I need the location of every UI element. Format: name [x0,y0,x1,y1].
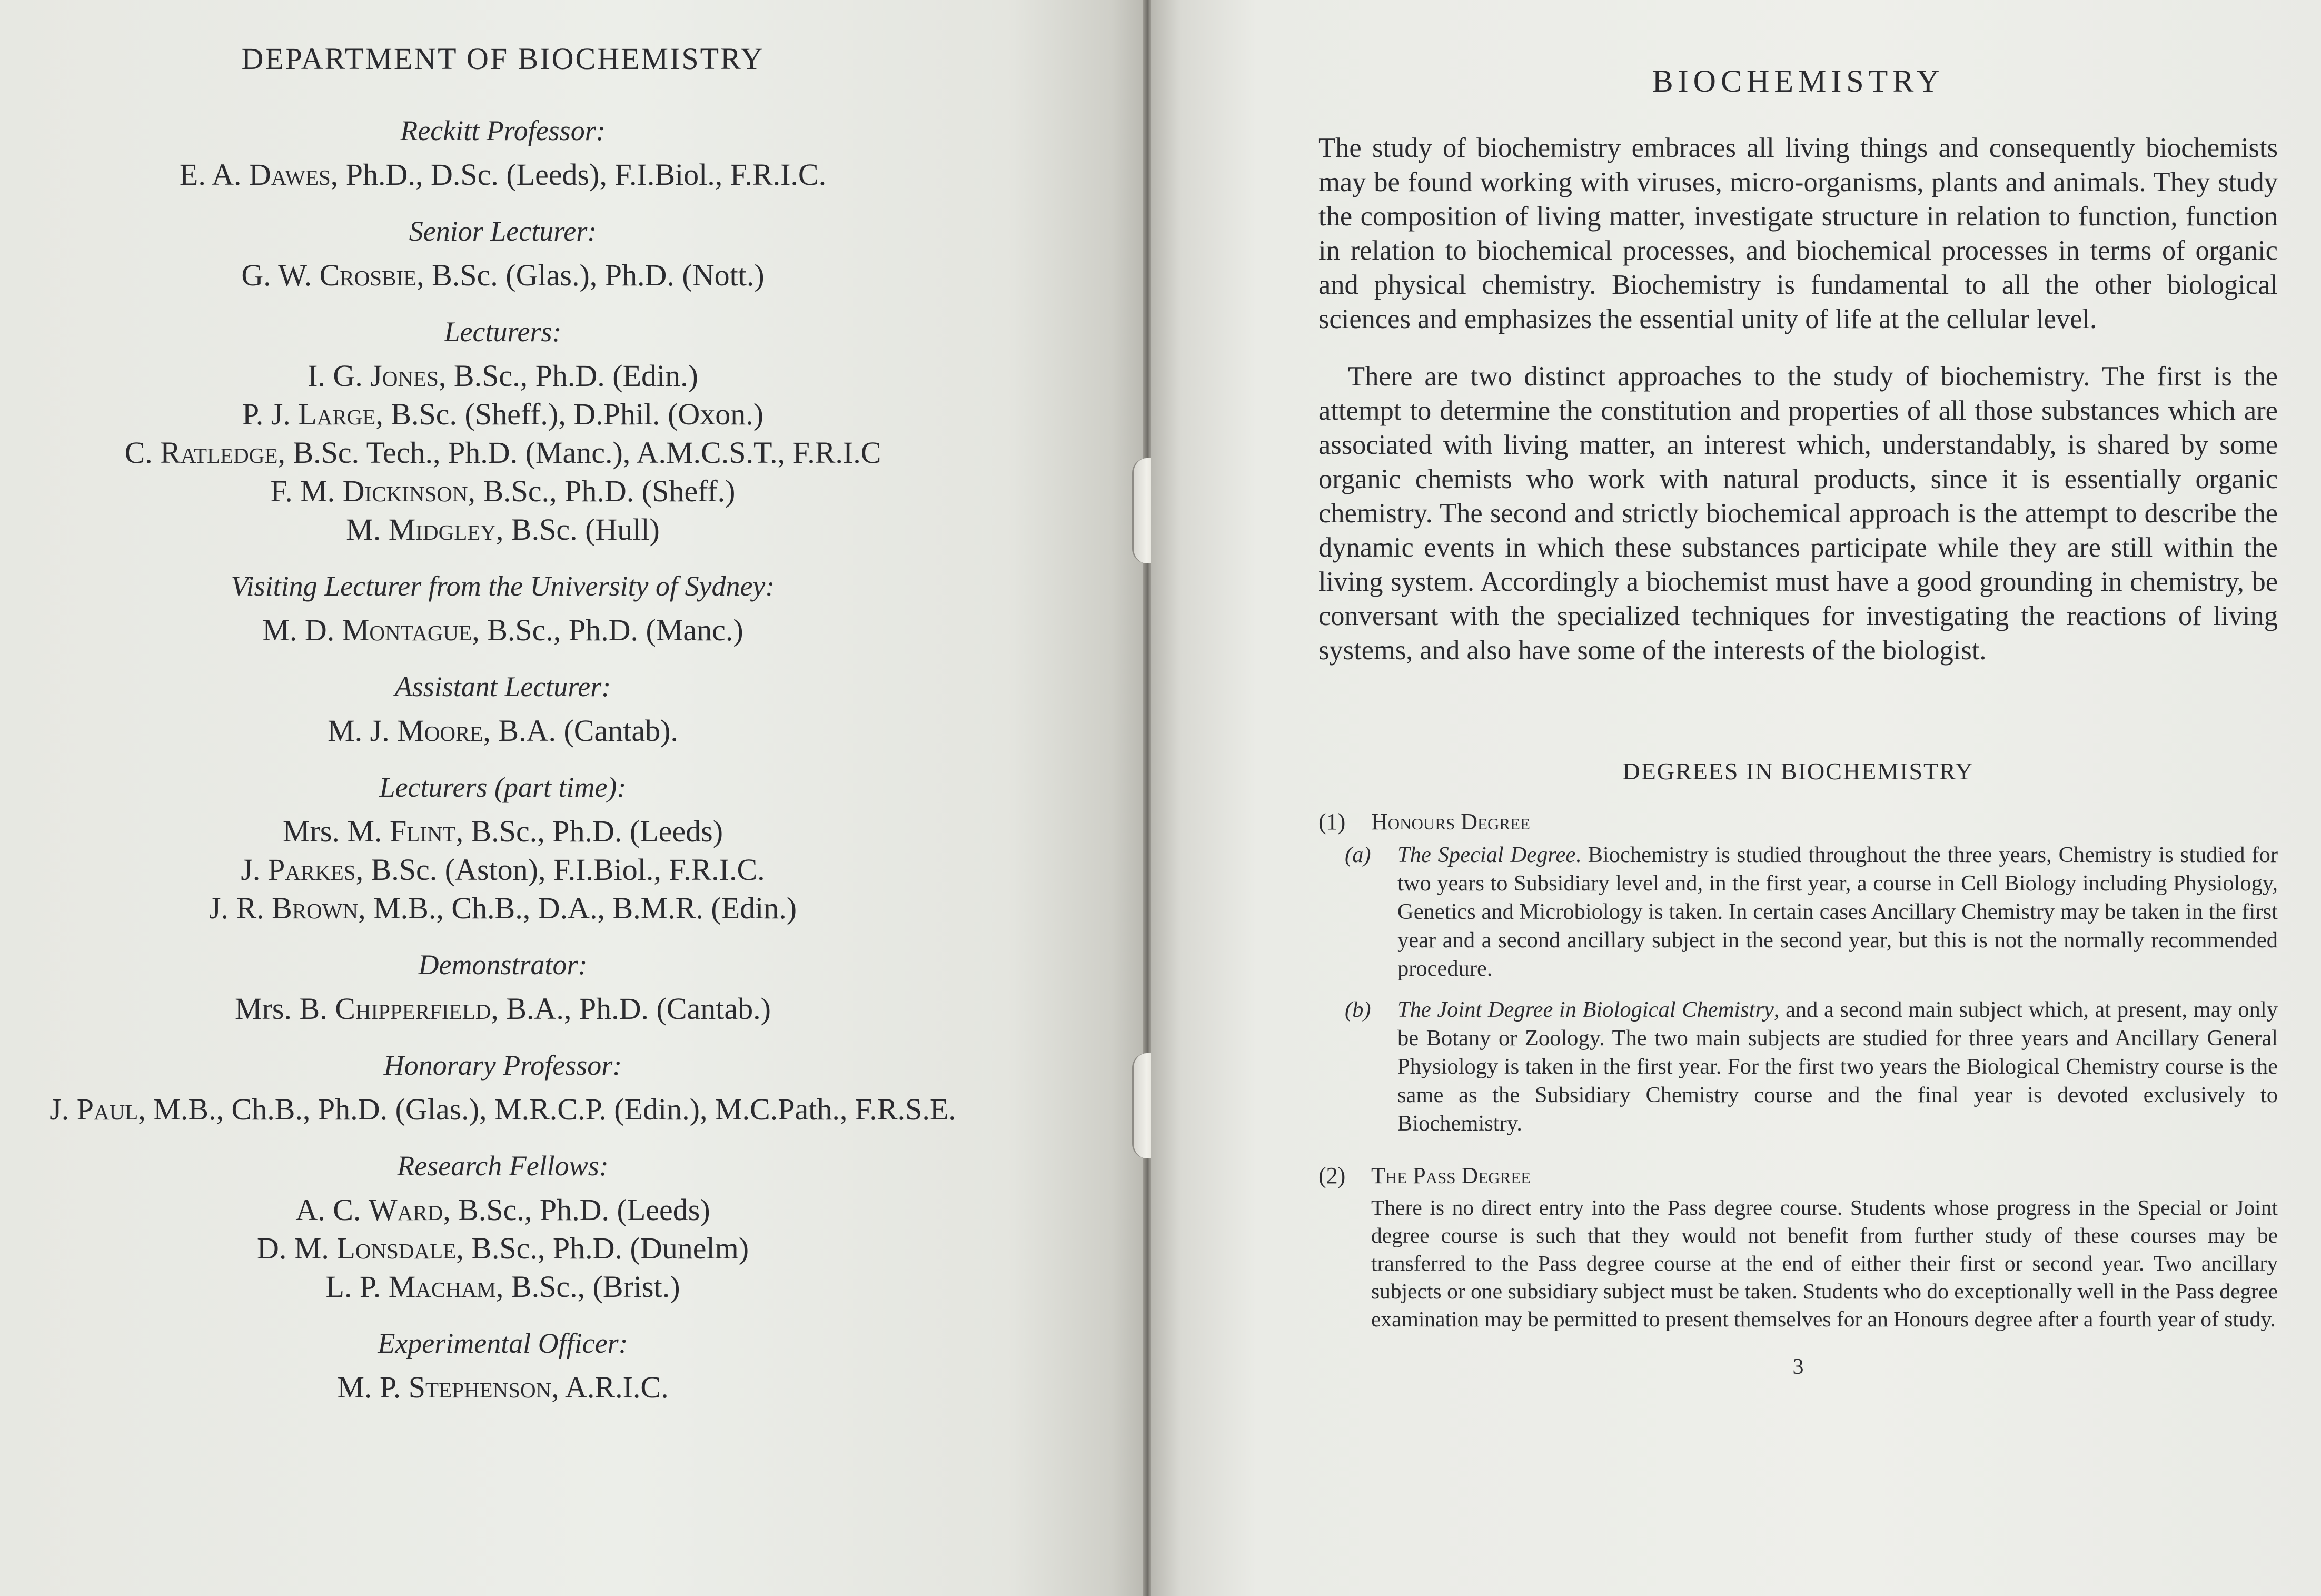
staff-initials: C. [124,435,161,470]
staff-initials: P. J. [242,397,299,431]
staff-surname: Dickinson [342,474,468,508]
pass-title: The Pass Degree [1371,1163,1531,1188]
staff-qualifications: , B.Sc. (Glas.), Ph.D. (Nott.) [416,258,765,292]
staff-qualifications: , B.A. (Cantab). [483,713,678,748]
staff-initials: M. [346,512,389,547]
staff-qualifications: , A.R.I.C. [551,1370,669,1404]
staff-initials: D. M. [256,1231,337,1265]
staff-qualifications: , B.Sc., Ph.D. (Leeds) [455,814,723,848]
staff-group [32,569,974,649]
staff-role: Senior Lecturer: [409,215,597,247]
staff-member [32,611,974,649]
department-title: DEPARTMENT OF BIOCHEMISTRY [241,42,765,76]
staff-initials: J. R. [209,891,272,925]
staff-initials: M. D. [262,613,342,647]
staff-role: Experimental Officer: [378,1327,628,1359]
staff-member [32,711,974,750]
staff-role: Honorary Professor: [383,1049,622,1081]
staff-member [32,256,974,294]
staff-group [32,770,974,927]
staff-group [32,669,974,750]
special-degree-item [1345,841,2278,983]
staff-role: Reckitt Professor: [400,115,606,146]
staff-surname: Montague [342,613,472,647]
staff-member [32,433,974,472]
left-page [0,0,1146,1596]
staff-surname: Ward [368,1193,443,1227]
staff-surname: Lonsdale [336,1231,457,1265]
staff-initials: J. [241,852,268,887]
staff-surname: Parkes [267,852,356,887]
staff-surname: Chipperfield [335,992,491,1026]
staff-initials: Mrs. B. [235,992,335,1026]
staff-initials: J. [49,1092,77,1126]
staff-group [32,1048,974,1128]
staff-member [32,889,974,927]
item-letter-a: (a) [1345,842,1371,867]
staff-initials: I. G. [308,359,371,393]
staff-member [32,155,974,194]
right-page-content [1318,63,2278,1380]
staff-qualifications: , B.Sc., (Brist.) [495,1270,680,1304]
staff-qualifications: , B.Sc., Ph.D. (Leeds) [443,1193,710,1227]
staff-qualifications: , B.Sc. Tech., Ph.D. (Manc.), A.M.C.S.T., F.R.I.C [277,435,881,470]
staff-role: Demonstrator: [418,949,588,980]
staff-initials: L. P. [325,1270,389,1304]
staff-surname: Crosbie [319,258,417,292]
staff-member [32,1090,974,1128]
staff-qualifications: , Ph.D., D.Sc. (Leeds), F.I.Biol., F.R.I.C. [330,157,827,192]
staff-group [32,113,974,194]
staff-member [32,812,974,850]
honours-number: (1) [1318,809,1346,835]
right-page [1151,0,2321,1596]
item-letter-b: (b) [1345,997,1371,1022]
staff-group [32,214,974,294]
degrees-heading: DEGREES IN BIOCHEMISTRY [1622,758,1974,785]
staff-member [32,1229,974,1267]
staff-qualifications: , M.B., Ch.B., Ph.D. (Glas.), M.R.C.P. (Edin.), M.C.Path., F.R.S.E. [138,1092,956,1126]
staff-list [32,41,974,1426]
staff-role: Assistant Lecturer: [394,671,611,702]
staff-surname: Stephenson [408,1370,552,1404]
intro-paragraph: The study of biochemistry embraces all living things and consequently biochemists may be found working with viruses, micro-organisms, plants and animals. They study the composition of living matter, investigate structure in relation to function, function in relation to biochemical processes, and biochemical processes in terms of organic and physical chemistry. Biochemistry is fundamental to all the other biological sciences and emphasizes the essential unity of life at the cellular level. [1318,133,2278,334]
joint-degree-item [1345,996,2278,1138]
staff-qualifications: , B.Sc. (Hull) [495,512,660,547]
staff-surname: Ratledge [160,435,278,470]
staff-member [32,989,974,1028]
staff-member [32,1191,974,1229]
staff-member [32,472,974,510]
staff-group [32,1148,974,1306]
staff-surname: Midgley [388,512,496,547]
staff-initials: F. M. [270,474,343,508]
joint-degree-lead: The Joint Degree in Biological Chemistry [1397,997,1774,1022]
special-degree-lead: The Special Degree [1397,842,1576,867]
staff-surname: Macham [388,1270,496,1304]
staff-qualifications: , B.Sc., Ph.D. (Manc.) [472,613,743,647]
staff-role: Visiting Lecturer from the University of Sydney: [231,570,775,602]
staff-surname: Jones [370,359,439,393]
approaches-paragraph: There are two distinct approaches to the study of biochemistry. The first is the attempt to determine the constitution and properties of all those substances which are associated with living matter, an interest which, understandably, is shared by some organic chemists who work with natural products, since it is essentially organic chemistry. The second and strictly biochemical approach is the attempt to describe the dynamic events in which these substances participate while they are still within the living system. Accordingly a biochemist must have a good grounding in chemistry, be conversant with the specialized techniques for investigating the reactions of living systems, and also have some of the interests of the biologist. [1318,361,2278,666]
pass-number: (2) [1318,1163,1346,1188]
staff-member [32,510,974,549]
staff-surname: Paul [76,1092,138,1126]
staff-qualifications: , B.Sc. (Sheff.), D.Phil. (Oxon.) [375,397,764,431]
joint-degree-body: , and a second main subject which, at present, may only be Botany or Zoology. The two main subjects are studied for three years and Ancillary General Physiology is taken in the first year. For the first two years the Biological Chemistry course is the same as the Subsidiary Chemistry course and the final year is devoted exclusively to Biochemistry. [1397,997,2278,1136]
honours-title: Honours Degree [1371,809,1530,835]
staff-surname: Large [298,397,376,431]
staff-group [32,314,974,549]
staff-qualifications: , B.Sc. (Aston), F.I.Biol., F.R.I.C. [355,852,765,887]
staff-surname: Dawes [249,157,331,192]
biochemistry-title: BIOCHEMISTRY [1652,64,1945,98]
staff-qualifications: , B.Sc., Ph.D. (Dunelm) [456,1231,749,1265]
staff-member [32,850,974,889]
staff-member [32,395,974,433]
staff-surname: Flint [389,814,456,848]
staff-surname: Brown [272,891,359,925]
staff-role: Research Fellows: [397,1150,609,1182]
staff-initials: M. J. [328,713,398,748]
pass-degree-text: There is no direct entry into the Pass degree course. Students whose progress in the Special or Joint degree course is such that they would not benefit from further study of these courses may be transferred to the Pass degree course at the end of either their first or second year. Two ancillary subjects or one subsidiary subject must be taken. Students who do exceptionally well in the Pass degree examination may be permitted to present themselves for an Honours degree after a fourth year of study. [1371,1195,2278,1331]
pass-degree-heading [1318,1161,2278,1191]
staff-member [32,356,974,395]
staff-member [32,1267,974,1306]
staff-qualifications: , M.B., Ch.B., D.A., B.M.R. (Edin.) [358,891,797,925]
staff-initials: M. P. [337,1370,409,1404]
joint-degree-text [1397,996,2278,1138]
staff-group [32,947,974,1028]
staff-member [32,1368,974,1406]
staff-qualifications: , B.Sc., Ph.D. (Sheff.) [468,474,736,508]
staff-qualifications: , B.A., Ph.D. (Cantab.) [491,992,771,1026]
staff-surname: Moore [397,713,483,748]
staff-groups [32,113,974,1406]
staff-role: Lecturers: [444,316,562,348]
special-degree-text [1397,841,2278,983]
page-number: 3 [1792,1355,1804,1379]
honours-degree-heading [1318,807,2278,837]
staff-qualifications: , B.Sc., Ph.D. (Edin.) [438,359,698,393]
staff-initials: E. A. [179,157,250,192]
special-degree-body: . Biochemistry is studied throughout the three years, Chemistry is studied for two years to Subsidiary level and, in the first year, a course in Cell Biology including Physiology, Genetics and Microbiology is taken. In certain cases Ancillary Chemistry may be taken in the first year and a second ancillary subject in the second year, but this is not the normally recommended procedure. [1397,842,2278,981]
staff-initials: Mrs. M. [282,814,390,848]
staff-group [32,1326,974,1406]
staff-role: Lecturers (part time): [379,771,627,803]
staff-initials: G. W. [241,258,320,292]
staff-initials: A. C. [295,1193,369,1227]
